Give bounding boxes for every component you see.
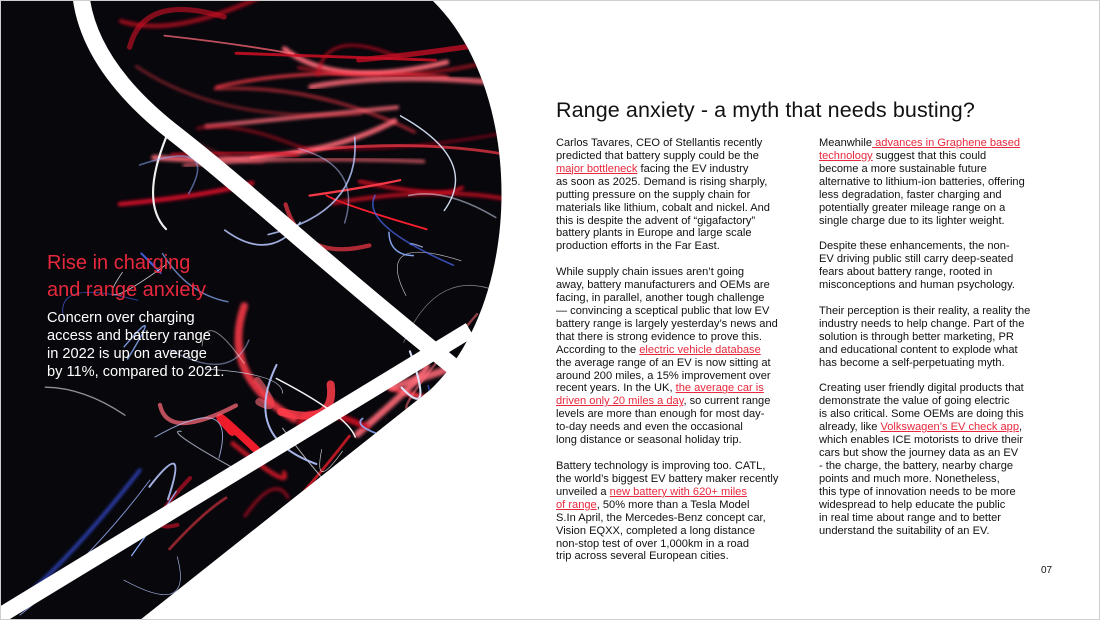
text-line: has become a self-perpetuating myth. bbox=[819, 356, 1005, 369]
text-line: predicted that battery supply could be the bbox=[556, 149, 759, 162]
text-line: to-day needs and even the occasional bbox=[556, 421, 743, 434]
light-trail bbox=[362, 595, 454, 615]
light-trail bbox=[226, 578, 323, 603]
article-column-left bbox=[556, 137, 792, 576]
inline-link[interactable]: major bottleneck bbox=[556, 162, 638, 175]
text-line: understand the suitability of an EV. bbox=[819, 524, 990, 537]
inline-link[interactable]: Volkswagen’s EV check app bbox=[880, 421, 1020, 434]
text-line: levels are more than enough for most day- bbox=[556, 408, 765, 421]
text-line: less degradation, faster charging and bbox=[819, 188, 1002, 201]
text-line: battery range is largely yesterday’s news and bbox=[556, 317, 778, 330]
paragraph bbox=[819, 240, 1055, 292]
light-trail bbox=[337, 523, 438, 551]
text-line: points and much more. Nonetheless, bbox=[819, 472, 1000, 485]
text-segment: suggest that this could bbox=[872, 149, 987, 162]
inline-link[interactable]: new battery with 620+ miles bbox=[609, 485, 747, 498]
light-trail bbox=[387, 541, 410, 571]
light-trail bbox=[380, 429, 405, 468]
light-trail bbox=[439, 540, 498, 568]
text-line: battery plants in Europe and large scale bbox=[556, 227, 752, 240]
sidebar-title bbox=[47, 250, 277, 304]
text-line: fears about battery range, rooted in bbox=[819, 266, 993, 279]
text-line: potentially greater mileage range on a bbox=[819, 201, 1006, 214]
article-column-right bbox=[819, 137, 1055, 550]
sidebar-text bbox=[47, 309, 247, 381]
light-trail bbox=[410, 463, 422, 528]
inline-link[interactable]: advances in Graphene based bbox=[872, 137, 1021, 149]
text-line: this is despite the advent of “gigafactory” bbox=[556, 214, 756, 227]
light-trail bbox=[237, 579, 292, 587]
page-number: 07 bbox=[1041, 565, 1053, 576]
text-line: S.In April, the Mercedes-Benz concept car, bbox=[556, 511, 766, 524]
sidebar-text-line: by 11%, compared to 2021. bbox=[47, 364, 225, 380]
text-segment: recent years. In the UK, bbox=[556, 382, 676, 395]
light-trail bbox=[432, 455, 497, 495]
light-trail bbox=[329, 507, 372, 593]
text-line: While supply chain issues aren’t going bbox=[556, 266, 745, 279]
article-title: Range anxiety - a myth that needs busting? bbox=[556, 98, 975, 122]
text-line: solution is through better marketing, PR bbox=[819, 330, 1014, 343]
light-trail bbox=[320, 492, 337, 607]
text-line: which enables ICE motorists to drive their bbox=[819, 434, 1024, 447]
text-line: trip across several European cities. bbox=[556, 550, 729, 563]
text-line: Despite these enhancements, the non- bbox=[819, 240, 1010, 253]
text-line: in real time about range and to better bbox=[819, 511, 1001, 524]
light-trail bbox=[409, 459, 525, 531]
text-line: away, battery manufacturers and OEMs are bbox=[556, 279, 770, 292]
text-line: Carlos Tavares, CEO of Stellantis recently bbox=[556, 137, 763, 149]
light-trail bbox=[407, 561, 477, 594]
text-line: become a more sustainable future bbox=[819, 162, 987, 175]
text-line: — convincing a sceptical public that low EV bbox=[556, 304, 770, 317]
text-line: and educational content to explode what bbox=[819, 343, 1018, 356]
sidebar-title-line: Rise in charging bbox=[47, 252, 191, 274]
paragraph bbox=[819, 137, 1055, 227]
text-line: putting pressure on the supply chain for bbox=[556, 188, 751, 201]
text-line: EV driving public still carry deep-seated bbox=[819, 253, 1014, 266]
light-trail bbox=[360, 461, 411, 505]
text-segment: Meanwhile bbox=[819, 137, 873, 149]
sidebar-text-line: access and battery range bbox=[47, 328, 211, 344]
paragraph bbox=[819, 382, 1055, 537]
text-line: as soon as 2025. Demand is rising sharply, bbox=[556, 175, 768, 188]
inline-link[interactable]: of range bbox=[556, 498, 597, 511]
light-trail bbox=[432, 510, 544, 587]
text-line: demonstrate the value of going electric bbox=[819, 395, 1010, 408]
text-line: is also critical. Some OEMs are doing this bbox=[819, 408, 1024, 421]
text-line: single charge due to its lighter weight. bbox=[819, 214, 1005, 227]
text-segment: , 50% more than a Tesla Model bbox=[596, 498, 750, 511]
text-line: - the charge, the battery, nearby charge bbox=[819, 459, 1014, 472]
light-trail bbox=[399, 489, 494, 582]
text-line: materials like lithium, cobalt and nickel. And bbox=[556, 201, 770, 214]
light-trail bbox=[332, 522, 441, 571]
inline-link[interactable]: driven only 20 miles a day bbox=[556, 395, 684, 408]
light-trail bbox=[350, 525, 422, 561]
light-trail bbox=[341, 462, 388, 497]
text-line: misconceptions and human psychology. bbox=[819, 279, 1015, 292]
text-line: Their perception is their reality, a reality the bbox=[819, 304, 1031, 317]
sidebar-title-line: and range anxiety bbox=[47, 279, 207, 301]
text-line: that there is strong evidence to prove this. bbox=[556, 330, 762, 343]
text-segment: unveiled a bbox=[556, 485, 610, 498]
text-line: this type of innovation needs to be more bbox=[819, 485, 1016, 498]
text-line: cars but show the journey data as an EV bbox=[819, 447, 1019, 460]
sidebar-text-line: Concern over charging bbox=[47, 310, 195, 326]
text-line: the world’s biggest EV battery maker recently bbox=[556, 472, 779, 485]
text-line: production efforts in the Far East. bbox=[556, 240, 720, 253]
light-trail bbox=[335, 492, 389, 575]
text-line: the average range of an EV is now sitting at bbox=[556, 356, 771, 369]
text-segment: already, like bbox=[819, 421, 881, 434]
inline-link[interactable]: the average car is bbox=[675, 382, 764, 395]
paragraph bbox=[556, 266, 792, 447]
light-trail bbox=[352, 447, 408, 551]
text-line: Vision EQXX, completed a long distance bbox=[556, 524, 755, 537]
text-segment: According to the bbox=[556, 343, 640, 356]
text-segment: , bbox=[1019, 421, 1023, 434]
inline-link[interactable]: technology bbox=[819, 149, 873, 162]
text-line: around 200 miles, a 15% improvement over bbox=[556, 369, 771, 382]
paragraph bbox=[556, 460, 792, 563]
light-trail bbox=[428, 473, 472, 489]
text-line: widespread to help educate the public bbox=[819, 498, 1006, 511]
sidebar-text-line: in 2022 is up on average bbox=[47, 346, 207, 362]
text-line: Battery technology is improving too. CATL, bbox=[556, 459, 766, 472]
light-trail bbox=[394, 414, 469, 514]
paragraph bbox=[819, 305, 1055, 370]
text-line: non-stop test of over 1,000km in a road bbox=[556, 537, 750, 550]
paragraph bbox=[556, 137, 792, 253]
inline-link[interactable]: electric vehicle database bbox=[639, 343, 761, 356]
text-segment: , so current range bbox=[683, 395, 771, 408]
text-line: industry needs to help change. Part of the bbox=[819, 317, 1025, 330]
text-line: Creating user friendly digital products that bbox=[819, 382, 1024, 395]
text-line: facing, in parallel, another tough challenge bbox=[556, 292, 765, 305]
text-segment: facing the EV industry bbox=[637, 162, 749, 175]
text-line: alternative to lithium-ion batteries, offering bbox=[819, 175, 1025, 188]
text-line: long distance or seasonal holiday trip. bbox=[556, 434, 742, 447]
